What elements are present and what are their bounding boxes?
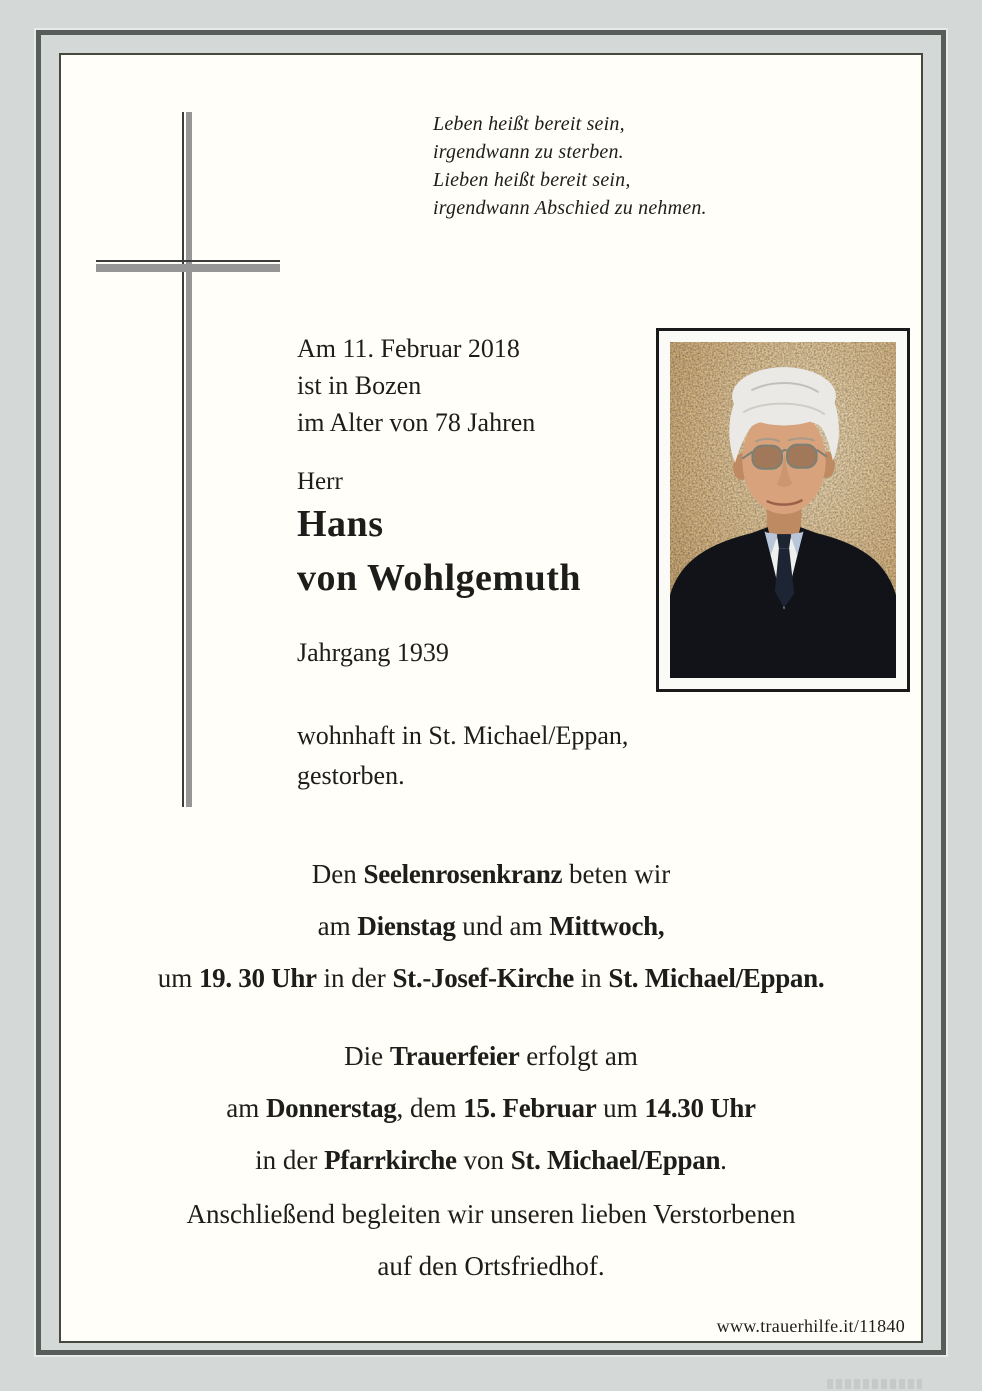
website-credit: www.trauerhilfe.it/11840 bbox=[716, 1316, 905, 1336]
procession-note bbox=[62, 1188, 920, 1292]
death-announcement bbox=[297, 330, 535, 441]
quote-line: Leben heißt bereit sein, bbox=[433, 113, 625, 135]
cross-vertical-bar bbox=[186, 112, 192, 807]
procession-line: auf den Ortsfriedhof. bbox=[377, 1251, 605, 1281]
portrait-photo bbox=[656, 328, 910, 692]
memorial-quote bbox=[433, 110, 707, 222]
quote-line: Lieben heißt bereit sein, bbox=[433, 169, 631, 191]
birth-year: Jahrgang 1939 bbox=[297, 638, 449, 667]
funeral-line: am Donnerstag, dem 15. Februar um 14.30 Uhr bbox=[226, 1093, 756, 1123]
funeral-line: Die Trauerfeier erfolgt am bbox=[344, 1041, 638, 1071]
deceased-surname: von Wohlgemuth bbox=[297, 557, 581, 599]
cross-horizontal-bar bbox=[96, 264, 280, 272]
salutation: Herr bbox=[297, 468, 343, 495]
quote-line: irgendwann zu sterben. bbox=[433, 141, 624, 163]
residence-line: gestorben. bbox=[297, 761, 405, 790]
funeral-line: in der Pfarrkirche von St. Michael/Eppan. bbox=[255, 1145, 727, 1175]
funeral-announcement bbox=[62, 1030, 920, 1186]
quote-line: irgendwann Abschied zu nehmen. bbox=[433, 197, 707, 219]
faint-scan-mark bbox=[827, 1379, 922, 1389]
portrait-illustration bbox=[670, 342, 896, 678]
procession-line: Anschließend begleiten wir unseren lieben Verstorbenen bbox=[186, 1199, 796, 1229]
rosary-announcement bbox=[62, 848, 920, 1004]
rosary-line: um 19. 30 Uhr in der St.-Josef-Kirche in St. Michael/Eppan. bbox=[157, 963, 825, 993]
rosary-line: Den Seelenrosenkranz beten wir bbox=[311, 859, 671, 889]
death-age-line: im Alter von 78 Jahren bbox=[297, 408, 536, 437]
death-date-line: Am 11. Februar 2018 bbox=[297, 334, 520, 363]
death-place-line: ist in Bozen bbox=[297, 371, 422, 400]
cross-horizontal-line bbox=[96, 260, 280, 262]
residence-line: wohnhaft in St. Michael/Eppan, bbox=[297, 721, 629, 750]
residence-info bbox=[297, 716, 628, 796]
deceased-first-name: Hans bbox=[297, 503, 384, 545]
cross-vertical-line bbox=[182, 112, 184, 807]
rosary-line: am Dienstag und am Mittwoch, bbox=[317, 911, 665, 941]
